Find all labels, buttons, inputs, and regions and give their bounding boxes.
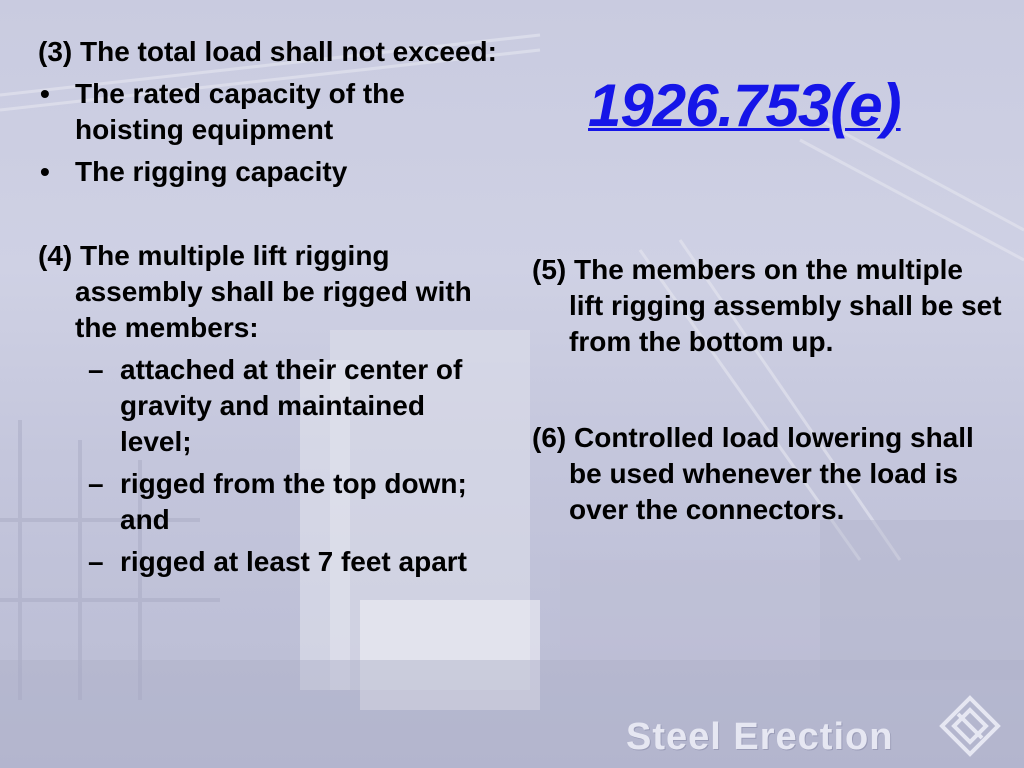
dash-marker: –: [88, 468, 104, 499]
bullet-text: The rated capacity of the hoisting equipment: [75, 78, 405, 145]
sub-item: [38, 352, 498, 460]
sub-item: [38, 466, 498, 538]
left-column: [38, 34, 498, 580]
brand-logo-icon: [938, 694, 1002, 758]
item-6-text: (6) Controlled load lowering shall be used whenever the load is over the connectors.: [532, 422, 974, 525]
item-3-text: (3) The total load shall not exceed:: [38, 36, 497, 67]
bullet-item: [38, 76, 498, 148]
sub-item: [38, 544, 498, 580]
footer-brand: Steel Erection: [626, 716, 894, 758]
bullet-text: The rigging capacity: [75, 156, 348, 187]
item-4-text: (4) The multiple lift rigging assembly shall be rigged with the members:: [38, 240, 472, 343]
dash-marker: –: [88, 546, 104, 577]
sub-item-text: attached at their center of gravity and maintained level;: [120, 354, 463, 457]
bullet-marker: •: [40, 78, 50, 109]
bullet-item: [38, 154, 498, 190]
slide-title: 1926.753(e): [588, 72, 901, 139]
sub-item-text: rigged from the top down; and: [120, 468, 467, 535]
sub-item-text: rigged at least 7 feet apart: [120, 546, 468, 577]
dash-marker: –: [88, 354, 104, 385]
item-5-text: (5) The members on the multiple lift rigging assembly shall be set from the bottom up.: [532, 254, 1002, 357]
right-column: [532, 252, 1002, 528]
bullet-marker: •: [40, 156, 50, 187]
